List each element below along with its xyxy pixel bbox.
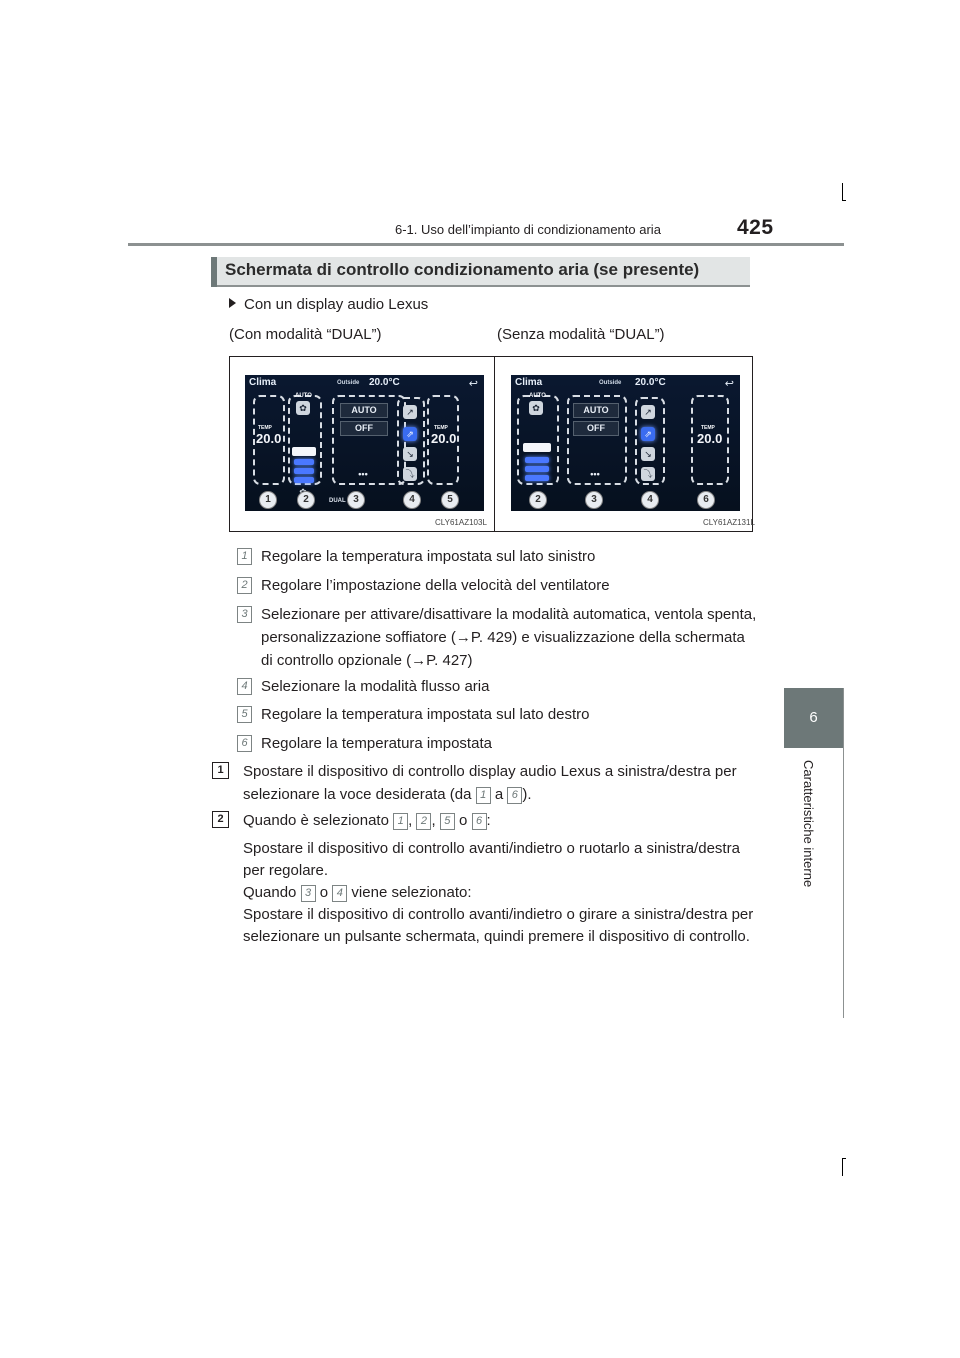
off-button[interactable]: OFF <box>573 421 619 436</box>
more-button[interactable]: ••• <box>358 469 368 479</box>
bullet-line <box>229 293 428 316</box>
airflow-face-icon[interactable]: ↗ <box>403 405 417 419</box>
crop-mark-top-tick <box>842 200 846 201</box>
crop-mark-top <box>842 183 843 201</box>
item-number-badge: 5 <box>237 706 252 723</box>
chapter-label: Caratteristiche interne <box>801 760 816 888</box>
item-ref-badge: 2 <box>416 813 431 830</box>
back-icon[interactable]: ↩ <box>724 378 734 390</box>
step-text-line: per regolare. <box>243 862 329 879</box>
temp-label: TEMP <box>701 425 715 431</box>
bullet-text: Con un display audio Lexus <box>244 296 429 313</box>
temp-value-left[interactable]: 20.0 <box>256 431 282 446</box>
triangle-bullet-icon <box>229 298 236 308</box>
step-badge: 2 <box>212 811 229 828</box>
temp-label-left: TEMP <box>258 425 272 431</box>
callout-marker: 3 <box>585 491 603 509</box>
item-ref-badge: 6 <box>507 787 522 804</box>
callout-marker: 1 <box>259 491 277 509</box>
item-text: Regolare la temperatura impostata sul lato sinistro <box>261 548 596 565</box>
temp-value[interactable]: 20.0 <box>697 431 723 446</box>
airflow-face-icon[interactable]: ↗ <box>641 405 655 419</box>
fan-level-bar <box>294 468 314 474</box>
off-button[interactable]: OFF <box>340 421 388 436</box>
fan-level-bar <box>525 475 549 481</box>
airflow-face-feet-icon[interactable]: ⇗ <box>641 427 655 441</box>
fan-level-bar <box>294 477 314 483</box>
callout-marker: 5 <box>441 491 459 509</box>
step-text-line: Quando 3 o 4 viene selezionato: <box>243 884 472 901</box>
fan-level-bar <box>523 443 551 452</box>
airflow-feet-defrost-icon[interactable]: ⤵ <box>403 467 417 481</box>
callout-marker: 3 <box>347 491 365 509</box>
item-number-badge: 3 <box>237 606 252 623</box>
outside-temp: 20.0°C <box>635 377 666 388</box>
step-text-line: Spostare il dispositivo di controllo display audio Lexus a sinistra/destra per <box>243 763 737 780</box>
airflow-face-feet-icon[interactable]: ⇗ <box>403 427 417 441</box>
item-text: Regolare l’impostazione della velocità del ventilatore <box>261 577 610 594</box>
airflow-feet-icon[interactable]: ↘ <box>403 447 417 461</box>
callout-marker: 2 <box>297 491 315 509</box>
dual-label[interactable]: DUAL <box>329 498 346 504</box>
item-number-badge: 1 <box>237 548 252 565</box>
more-button[interactable]: ••• <box>590 469 600 479</box>
item-text: Regolare la temperatura impostata <box>261 735 492 752</box>
temp-label-right: TEMP <box>434 425 448 431</box>
item-ref-badge: 1 <box>393 813 408 830</box>
item-ref-badge: 4 <box>332 885 347 902</box>
figure-code-left: CLY61AZ103L <box>435 518 487 527</box>
item-ref-badge: 3 <box>301 885 316 902</box>
item-number-badge: 6 <box>237 735 252 752</box>
box-header-title: Schermata di controllo condizionamento aria (se presente) <box>225 260 700 279</box>
climate-screen-dual <box>245 375 484 511</box>
caption-no-dual: (Senza modalità “DUAL”) <box>497 326 665 343</box>
item-text-line: personalizzazione soffiatore (→P. 429) e visualizzazione della schermata <box>261 629 745 646</box>
crop-mark-bottom-tick <box>842 1158 846 1159</box>
chapter-tab: 6 <box>784 688 843 748</box>
item-text: Selezionare la modalità flusso aria <box>261 678 490 695</box>
climate-screen-single <box>511 375 740 511</box>
fan-level-bar <box>525 466 549 472</box>
step-text-line: Quando è selezionato 1 , 2 , 5 o 6 : <box>243 812 491 829</box>
item-text: Regolare la temperatura impostata sul lato destro <box>261 706 590 723</box>
back-icon[interactable]: ↩ <box>468 378 478 390</box>
auto-badge: AUTO <box>295 393 312 399</box>
outside-label: Outside <box>337 380 360 386</box>
fan-level-bar <box>292 447 316 456</box>
temp-value-right[interactable]: 20.0 <box>431 431 457 446</box>
figure-divider <box>494 357 495 531</box>
step-text-line: selezionare la voce desiderata (da 1 a 6 ). <box>243 786 532 803</box>
page-number: 425 <box>737 216 774 239</box>
airflow-feet-icon[interactable]: ↘ <box>641 447 655 461</box>
figure-code-right: CLY61AZ131L <box>703 518 755 527</box>
step-text-line: Spostare il dispositivo di controllo avanti/indietro o girare a sinistra/destra per <box>243 906 754 923</box>
step-text-line: Spostare il dispositivo di controllo avanti/indietro o ruotarlo a sinistra/destra <box>243 840 740 857</box>
auto-badge: AUTO <box>529 393 546 399</box>
crop-mark-bottom <box>842 1158 843 1176</box>
screen-title: Clima <box>249 377 277 388</box>
outside-temp: 20.0°C <box>369 377 400 388</box>
item-number-badge: 2 <box>237 577 252 594</box>
screen-title: Clima <box>515 377 543 388</box>
step-badge: 1 <box>212 762 229 779</box>
caption-dual: (Con modalità “DUAL”) <box>229 326 382 343</box>
auto-button[interactable]: AUTO <box>340 403 388 418</box>
fan-icon: ✿ <box>296 401 310 415</box>
outside-label: Outside <box>599 380 622 386</box>
item-number-badge: 4 <box>237 678 252 695</box>
chapter-rule <box>843 688 844 1018</box>
climate-figure <box>229 356 753 532</box>
airflow-feet-defrost-icon[interactable]: ⤵ <box>641 467 655 481</box>
item-text-line: di controllo opzionale (→P. 427) <box>261 652 473 669</box>
section-title: 6-1. Uso dell’impianto di condizionamento aria <box>395 222 661 237</box>
callout-marker: 6 <box>697 491 715 509</box>
item-ref-badge: 5 <box>440 813 455 830</box>
fan-level-bar <box>525 457 549 463</box>
callout-marker: 4 <box>403 491 421 509</box>
auto-button[interactable]: AUTO <box>573 403 619 418</box>
item-ref-badge: 1 <box>476 787 491 804</box>
fan-level-bar <box>294 459 314 465</box>
item-ref-badge: 6 <box>472 813 487 830</box>
step-text-line: selezionare un pulsante schermata, quindi premere il dispositivo di controllo. <box>243 928 750 945</box>
callout-marker: 4 <box>641 491 659 509</box>
fan-icon: ✿ <box>529 401 543 415</box>
box-header-accent <box>211 257 217 287</box>
item-text-line: Selezionare per attivare/disattivare la modalità automatica, ventola spenta, <box>261 606 757 623</box>
callout-marker: 2 <box>529 491 547 509</box>
header-rule <box>128 243 844 246</box>
section-box-header <box>211 257 750 287</box>
